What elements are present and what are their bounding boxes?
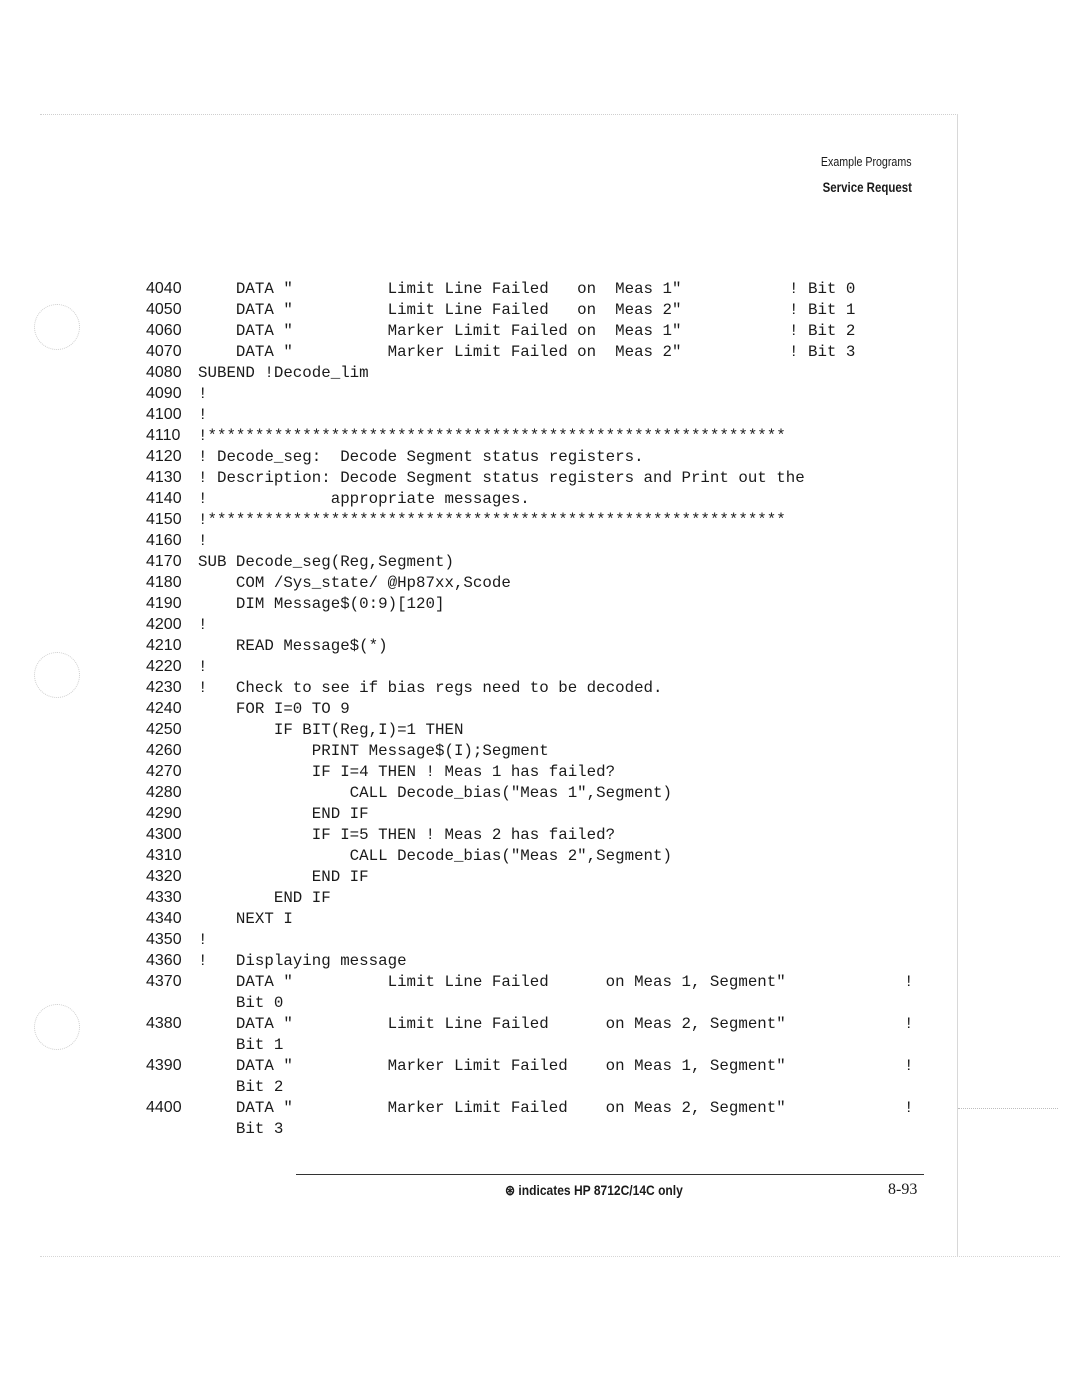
line-number: 4320	[146, 868, 182, 885]
footer-note: ⊛ indicates HP 8712C/14C only	[505, 1182, 683, 1198]
scan-edge-notch	[958, 1108, 1058, 1109]
code-text: DATA " Limit Line Failed on Meas 1"	[198, 280, 682, 298]
code-line	[146, 322, 936, 343]
punch-hole-icon	[34, 304, 80, 350]
code-line	[146, 910, 936, 931]
code-text: DATA " Marker Limit Failed on Meas 1, Segment"	[198, 1057, 786, 1075]
code-line	[146, 385, 936, 406]
code-text: !	[198, 658, 208, 676]
code-line	[146, 679, 936, 700]
line-number: 4160	[146, 532, 182, 549]
code-line	[146, 742, 936, 763]
line-number: 4350	[146, 931, 182, 948]
code-line	[146, 364, 936, 385]
code-text: DIM Message$(0:9)[120]	[198, 595, 445, 613]
code-comment: !	[904, 1099, 914, 1117]
code-line	[146, 637, 936, 658]
line-number: 4220	[146, 658, 182, 675]
code-comment: !	[904, 1057, 914, 1075]
punch-hole-icon	[34, 652, 80, 698]
code-comment: ! Bit 3	[789, 343, 856, 361]
code-text: SUB Decode_seg(Reg,Segment)	[198, 553, 454, 571]
code-text: END IF	[198, 868, 369, 886]
line-number: 4080	[146, 364, 182, 381]
line-number: 4150	[146, 511, 182, 528]
line-number: 4090	[146, 385, 182, 402]
code-line	[146, 1057, 936, 1078]
code-line	[146, 616, 936, 637]
line-number: 4330	[146, 889, 182, 906]
line-number: 4040	[146, 280, 182, 297]
code-line	[146, 826, 936, 847]
code-text: ! Check to see if bias regs need to be decoded.	[198, 679, 663, 697]
code-comment: ! Bit 1	[789, 301, 856, 319]
code-text: Bit 0	[198, 994, 284, 1012]
scan-edge-bottom	[40, 1256, 1060, 1257]
page-number: 8-93	[888, 1181, 918, 1198]
line-number: 4140	[146, 490, 182, 507]
code-line	[146, 1120, 936, 1141]
code-line	[146, 763, 936, 784]
code-line	[146, 301, 936, 322]
code-text: PRINT Message$(I);Segment	[198, 742, 549, 760]
running-header-section: Service Request	[822, 179, 912, 195]
code-line	[146, 1099, 936, 1120]
code-line	[146, 490, 936, 511]
code-line	[146, 868, 936, 889]
line-number: 4240	[146, 700, 182, 717]
code-line	[146, 427, 936, 448]
scan-edge-right	[957, 114, 958, 1256]
line-number: 4310	[146, 847, 182, 864]
scan-edge-top	[40, 114, 958, 115]
code-line	[146, 805, 936, 826]
code-text: ! Decode_seg: Decode Segment status registers.	[198, 448, 644, 466]
code-line	[146, 553, 936, 574]
code-text: CALL Decode_bias("Meas 2",Segment)	[198, 847, 672, 865]
code-line	[146, 889, 936, 910]
code-line	[146, 658, 936, 679]
code-text: NEXT I	[198, 910, 293, 928]
running-header-chapter: Example Programs	[821, 154, 912, 169]
code-line	[146, 448, 936, 469]
code-line	[146, 511, 936, 532]
line-number: 4260	[146, 742, 182, 759]
footer-rule	[296, 1174, 924, 1175]
code-text: CALL Decode_bias("Meas 1",Segment)	[198, 784, 672, 802]
code-text: SUBEND !Decode_lim	[198, 364, 369, 382]
line-number: 4170	[146, 553, 182, 570]
code-text: !*************************************************************	[198, 511, 786, 529]
code-text: !*************************************************************	[198, 427, 786, 445]
code-line	[146, 1015, 936, 1036]
code-text: DATA " Marker Limit Failed on Meas 2, Segment"	[198, 1099, 786, 1117]
line-number: 4300	[146, 826, 182, 843]
code-text: !	[198, 931, 208, 949]
code-text: !	[198, 406, 208, 424]
code-text: IF BIT(Reg,I)=1 THEN	[198, 721, 464, 739]
line-number: 4210	[146, 637, 182, 654]
line-number: 4110	[146, 427, 181, 444]
code-text: DATA " Marker Limit Failed on Meas 1"	[198, 322, 682, 340]
line-number: 4190	[146, 595, 182, 612]
code-line	[146, 532, 936, 553]
code-line	[146, 847, 936, 868]
code-text: IF I=4 THEN ! Meas 1 has failed?	[198, 763, 616, 781]
code-text: DATA " Limit Line Failed on Meas 1, Segment"	[198, 973, 786, 991]
code-text: ! Description: Decode Segment status registers and Print out the	[198, 469, 805, 487]
line-number: 4400	[146, 1099, 182, 1116]
code-text: !	[198, 616, 208, 634]
code-text: !	[198, 532, 208, 550]
line-number: 4060	[146, 322, 182, 339]
code-line	[146, 1078, 936, 1099]
code-line	[146, 406, 936, 427]
code-line	[146, 595, 936, 616]
line-number: 4230	[146, 679, 182, 696]
code-text: DATA " Limit Line Failed on Meas 2, Segment"	[198, 1015, 786, 1033]
line-number: 4370	[146, 973, 182, 990]
code-line	[146, 994, 936, 1015]
line-number: 4290	[146, 805, 182, 822]
code-line	[146, 469, 936, 490]
code-text: DATA " Marker Limit Failed on Meas 2"	[198, 343, 682, 361]
code-comment: ! Bit 0	[789, 280, 856, 298]
code-text: Bit 2	[198, 1078, 284, 1096]
line-number: 4390	[146, 1057, 182, 1074]
code-line	[146, 973, 936, 994]
code-line	[146, 952, 936, 973]
code-comment: ! Bit 2	[789, 322, 856, 340]
line-number: 4250	[146, 721, 182, 738]
line-number: 4360	[146, 952, 182, 969]
line-number: 4100	[146, 406, 182, 423]
code-text: FOR I=0 TO 9	[198, 700, 350, 718]
line-number: 4200	[146, 616, 182, 633]
code-line	[146, 784, 936, 805]
code-text: ! Displaying message	[198, 952, 407, 970]
code-text: END IF	[198, 805, 369, 823]
code-line	[146, 931, 936, 952]
code-text: DATA " Limit Line Failed on Meas 2"	[198, 301, 682, 319]
line-number: 4180	[146, 574, 182, 591]
code-text: Bit 1	[198, 1036, 284, 1054]
line-number: 4120	[146, 448, 182, 465]
code-line	[146, 343, 936, 364]
code-listing	[146, 280, 936, 1141]
code-text: COM /Sys_state/ @Hp87xx,Scode	[198, 574, 511, 592]
code-line	[146, 700, 936, 721]
code-text: ! appropriate messages.	[198, 490, 530, 508]
code-line	[146, 1036, 936, 1057]
line-number: 4270	[146, 763, 182, 780]
code-text: READ Message$(*)	[198, 637, 388, 655]
line-number: 4340	[146, 910, 182, 927]
code-comment: !	[904, 1015, 914, 1033]
code-text: Bit 3	[198, 1120, 284, 1138]
line-number: 4050	[146, 301, 182, 318]
code-text: !	[198, 385, 208, 403]
code-line	[146, 280, 936, 301]
code-text: END IF	[198, 889, 331, 907]
code-text: IF I=5 THEN ! Meas 2 has failed?	[198, 826, 616, 844]
code-line	[146, 721, 936, 742]
line-number: 4380	[146, 1015, 182, 1032]
punch-hole-icon	[34, 1004, 80, 1050]
line-number: 4130	[146, 469, 182, 486]
line-number: 4070	[146, 343, 182, 360]
code-comment: !	[904, 973, 914, 991]
code-line	[146, 574, 936, 595]
line-number: 4280	[146, 784, 182, 801]
